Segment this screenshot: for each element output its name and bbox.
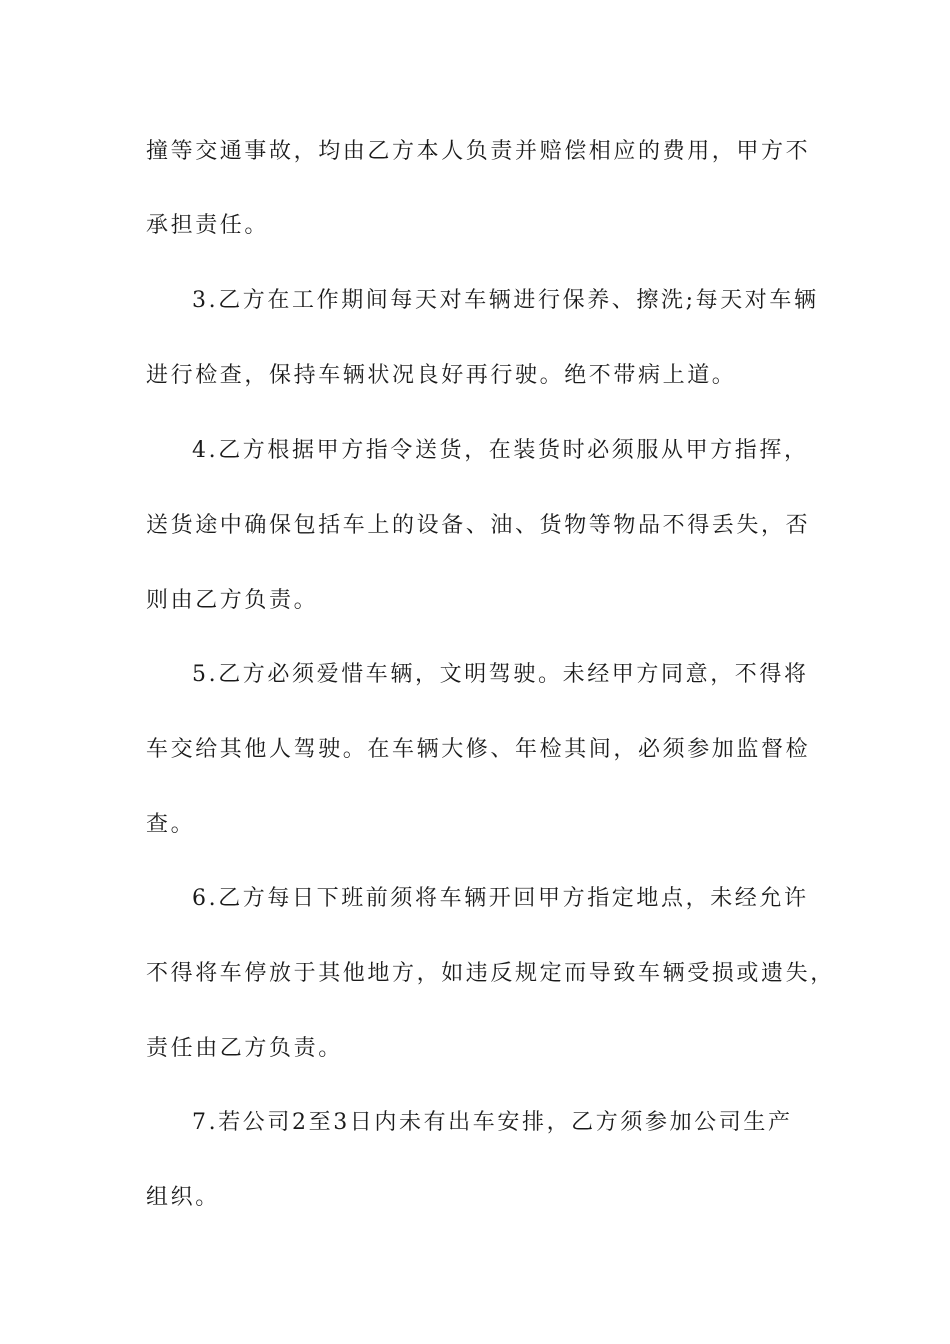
paragraph-4-start: 4.乙方根据甲方指令送货，在装货时必须服从甲方指挥， [192,438,809,463]
paragraph-5-start: 5.乙方必须爱惜车辆，文明驾驶。未经甲方同意，不得将 [192,662,809,687]
paragraph-3-start: 3.乙方在工作期间每天对车辆进行保养、擦洗;每天对车辆 [192,288,819,313]
text-line: 查。 [146,812,196,837]
text-line: 则由乙方负责。 [146,588,319,613]
paragraph-7-start: 7.若公司2至3日内未有出车安排，乙方须参加公司生产 [192,1110,793,1135]
text-line: 撞等交通事故，均由乙方本人负责并赔偿相应的费用，甲方不 [146,139,811,164]
text-line: 组织。 [146,1185,220,1210]
text-line: 送货途中确保包括车上的设备、油、货物等物品不得丢失，否 [146,513,811,538]
text-line: 责任由乙方负责。 [146,1036,343,1061]
text-line: 承担责任。 [146,213,270,238]
text-line: 进行检查，保持车辆状况良好再行驶。绝不带病上道。 [146,363,737,388]
paragraph-6-start: 6.乙方每日下班前须将车辆开回甲方指定地点，未经允许 [192,886,809,911]
text-line: 不得将车停放于其他地方，如违反规定而导致车辆受损或遗失， [146,961,835,986]
text-line: 车交给其他人驾驶。在车辆大修、年检其间，必须参加监督检 [146,737,811,762]
